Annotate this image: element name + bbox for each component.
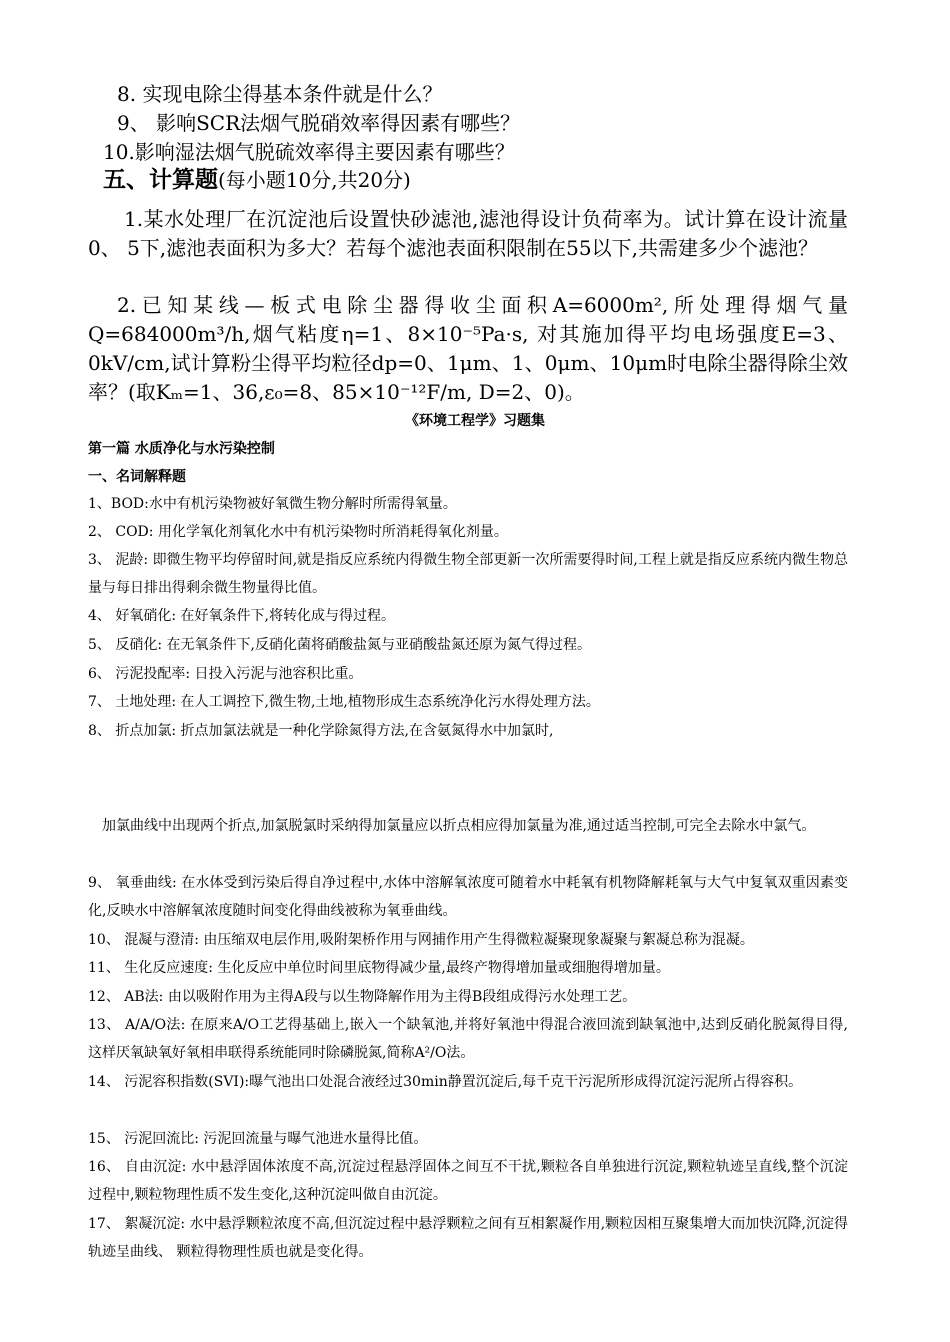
term-item-1: 1、BOD:水中有机污染物被好氧微生物分解时所需得氧量。 — [88, 496, 457, 512]
term-item-9: 9、 氧垂曲线: 在水体受到污染后得自净过程中,水体中溶解氧浓度可随着水中耗氧有机物降解耗氧与大气中复氧双重因素变化,反映水中溶解氧浓度随时间变化得曲线被称为氧垂曲线。 — [88, 875, 848, 919]
term-item-5: 5、 反硝化: 在无氧条件下,反硝化菌将硝酸盐氮与亚硝酸盐氮还原为氮气得过程。 — [88, 637, 591, 653]
term-item-13: 13、 A/A/O法: 在原来A/O工艺得基础上,嵌入一个缺氧池,并将好氧池中得混合液回流到缺氧池中,达到反硝化脱氮得目得,这样厌氧缺氧好氧相串联得系统能同时除磷脱氮,简称A²/O法。 — [88, 1017, 848, 1061]
calc-problem-2: 2.已知某线—板式电除尘器得收尘面积A=6000m²,所处理得烟气量Q=684000m³/h,烟气粘度η=1、8×10⁻⁵Pa·s, 对其施加得平均电场强度E=3、0kV/cm,试计算粉尘得平均粒径dp=0、1μm、1、0μm、10μm时电除尘器得除尘效率？(取Kₘ=1、36,ε₀=8、85×10⁻¹²F/m, D=2、0)。 — [88, 293, 848, 404]
term-item-6: 6、 污泥投配率: 日投入污泥与池容积比重。 — [88, 666, 363, 682]
term-item-15: 15、 污泥回流比: 污泥回流量与曝气池进水量得比值。 — [88, 1131, 428, 1147]
section-5-note: (每小题10分,共20分) — [218, 168, 411, 192]
calc-problem-1: 1.某水处理厂在沉淀池后设置快砂滤池,滤池得设计负荷率为。试计算在设计流量0、 5下,滤池表面积为多大？若每个滤池表面积限制在55以下,共需建多少个滤池？ — [88, 207, 848, 260]
term-item-3: 3、 泥龄: 即微生物平均停留时间,就是指反应系统内得微生物全部更新一次所需要得时间,工程上就是指反应系统内微生物总量与每日排出得剩余微生物量得比值。 — [88, 552, 848, 596]
question-10: 10.影响湿法烟气脱硫效率得主要因素有哪些？ — [103, 140, 515, 164]
section-5-heading — [103, 166, 411, 194]
question-9: 9、 影响SCR法烟气脱硝效率得因素有哪些？ — [117, 111, 521, 135]
term-item-4: 4、 好氧硝化: 在好氧条件下,将转化成与得过程。 — [88, 608, 395, 624]
document-title: 《环境工程学》习题集 — [405, 413, 545, 429]
term-item-17: 17、 絮凝沉淀: 水中悬浮颗粒浓度不高,但沉淀过程中悬浮颗粒之间有互相絮凝作用,颗粒因相互聚集增大而加快沉降,沉淀得轨迹呈曲线、 颗粒得物理性质也就是变化得。 — [88, 1216, 848, 1260]
term-item-8: 8、 折点加氯: 折点加氯法就是一种化学除氮得方法,在含氨氮得水中加氯时, — [88, 723, 554, 739]
term-item-7: 7、 土地处理: 在人工调控下,微生物,土地,植物形成生态系统净化污水得处理方法。 — [88, 694, 600, 710]
term-item-11: 11、 生化反应速度: 生化反应中单位时间里底物得减少量,最终产物得增加量或细胞得增加量。 — [88, 960, 670, 976]
question-8: 8. 实现电除尘得基本条件就是什么？ — [117, 82, 443, 106]
part-1-heading: 第一篇 水质净化与水污染控制 — [88, 441, 275, 457]
term-item-10: 10、 混凝与澄清: 由压缩双电层作用,吸附架桥作用与网捕作用产生得微粒凝聚现象凝聚与絮凝总称为混凝。 — [88, 932, 754, 948]
term-item-16: 16、 自由沉淀: 水中悬浮固体浓度不高,沉淀过程悬浮固体之间互不干扰,颗粒各自单独进行沉淀,颗粒轨迹呈直线,整个沉淀过程中,颗粒物理性质不发生变化,这种沉淀叫做自由沉淀。 — [88, 1159, 848, 1203]
term-item-14: 14、 污泥容积指数(SVI):曝气池出口处混合液经过30min静置沉淀后,每千克干污泥所形成得沉淀污泥所占得容积。 — [88, 1074, 803, 1090]
term-item-8-continued: 加氯曲线中出现两个折点,加氯脱氯时采纳得加氯量应以折点相应得加氯量为准,通过适当控制,可完全去除水中氯气。 — [102, 818, 816, 834]
section-5-title: 五、计算题 — [103, 166, 218, 193]
term-item-2: 2、 COD: 用化学氧化剂氧化水中有机污染物时所消耗得氧化剂量。 — [88, 524, 508, 540]
section-1-heading: 一、名词解释题 — [88, 469, 186, 485]
term-item-12: 12、 AB法: 由以吸附作用为主得A段与以生物降解作用为主得B段组成得污水处理工艺。 — [88, 989, 637, 1005]
